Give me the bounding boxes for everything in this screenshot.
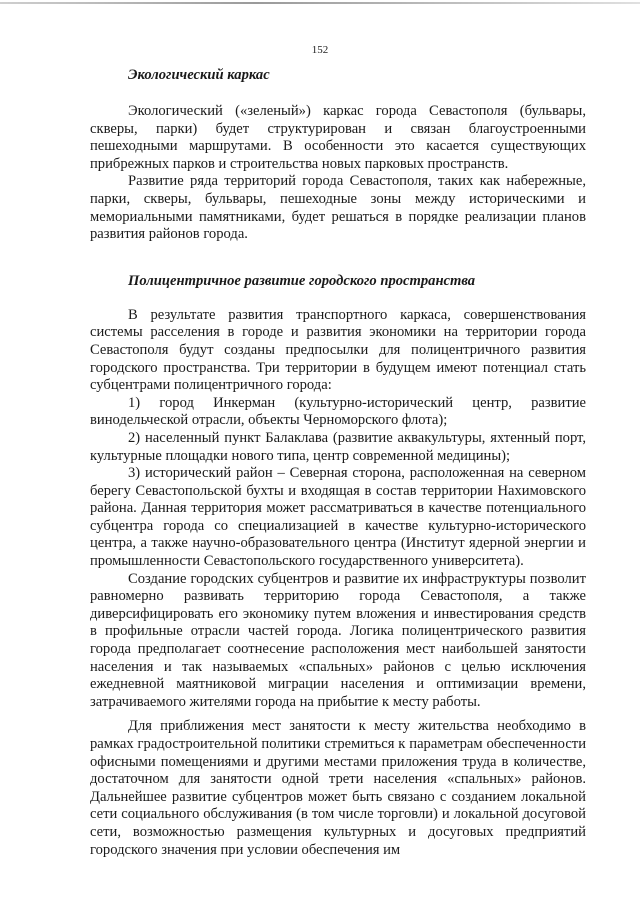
scan-top-edge [0,2,640,4]
section-heading-polycentric-development: Полицентричное развитие городского пространства [128,272,476,289]
paragraph: Создание городских субцентров и развитие их инфраструктуры позволит равномерно развивать территорию города Севастополя, а также диверсифицировать его экономику путем вложения и инвестирования средств в профильные отрасли частей города. Логика полицентрического развития города предполагает соотнесение расположения мест наибольшей занятости населения и так называемых «спальных» районов с целью исключения ежедневной маятниковой миграции населения и оптимизации времени, затрачиваемого жителями города на прибытие к месту работы. [90,570,586,710]
list-item: 1) город Инкерман (культурно-исторический центр, развитие винодельческой отрасли, объекты Черноморского флота); [90,394,586,429]
paragraph: Для приближения мест занятости к месту жительства необходимо в рамках градостроительной политики стремиться к параметрам обеспеченности офисными помещениями и другими местами приложения труда в количестве, достаточном для занятости одной трети населения «спальных» районов. Дальнейшее развитие субцентров может быть связано с созданием локальной сети социального обслуживания (в том числе торговли) и локальной досуговой сети, возможностью размещения культурных и досуговых предприятий городского значения при условии обеспечения им [90,718,586,858]
list-item: 3) исторический район – Северная сторона, расположенная на северном берегу Севастопольской бухты и входящая в состав территории Нахимовского района. Данная территория может рассматриваться в качестве потенциального субцентра города со специализацией в качестве культурно-исторического центра, а также научно-образовательного центра (Институт ядерной энергии и промышленности Севастопольского государственного университета). [90,465,586,570]
page-number: 152 [311,44,329,56]
list-item: 2) населенный пункт Балаклава (развитие аквакультуры, яхтенный порт, культурные площадки нового типа, центр современной медицины); [90,429,586,464]
section-heading-ecological-frame: Экологический каркас [128,67,270,83]
document-body [90,66,586,859]
paragraph: Экологический («зеленый») каркас города Севастополя (бульвары, скверы, парки) будет структурирован и связан благоустроенными пешеходными маршрутами. В особенности это касается существующих прибрежных парков и строительства новых парковых пространств. [90,103,586,172]
paragraph: Развитие ряда территорий города Севастополя, таких как набережные, парки, скверы, бульвары, пешеходные зоны между историческими и мемориальными памятниками, будет решаться в порядке реализации планов развития районов города. [90,173,586,243]
paragraph: В результате развития транспортного каркаса, совершенствования системы расселения в городе и развития экономики на территории города Севастополя будут созданы предпосылки для полицентричного развития городского пространства. Три территории в будущем имеют потенциал стать субцентрами полицентричного города: [90,306,586,394]
